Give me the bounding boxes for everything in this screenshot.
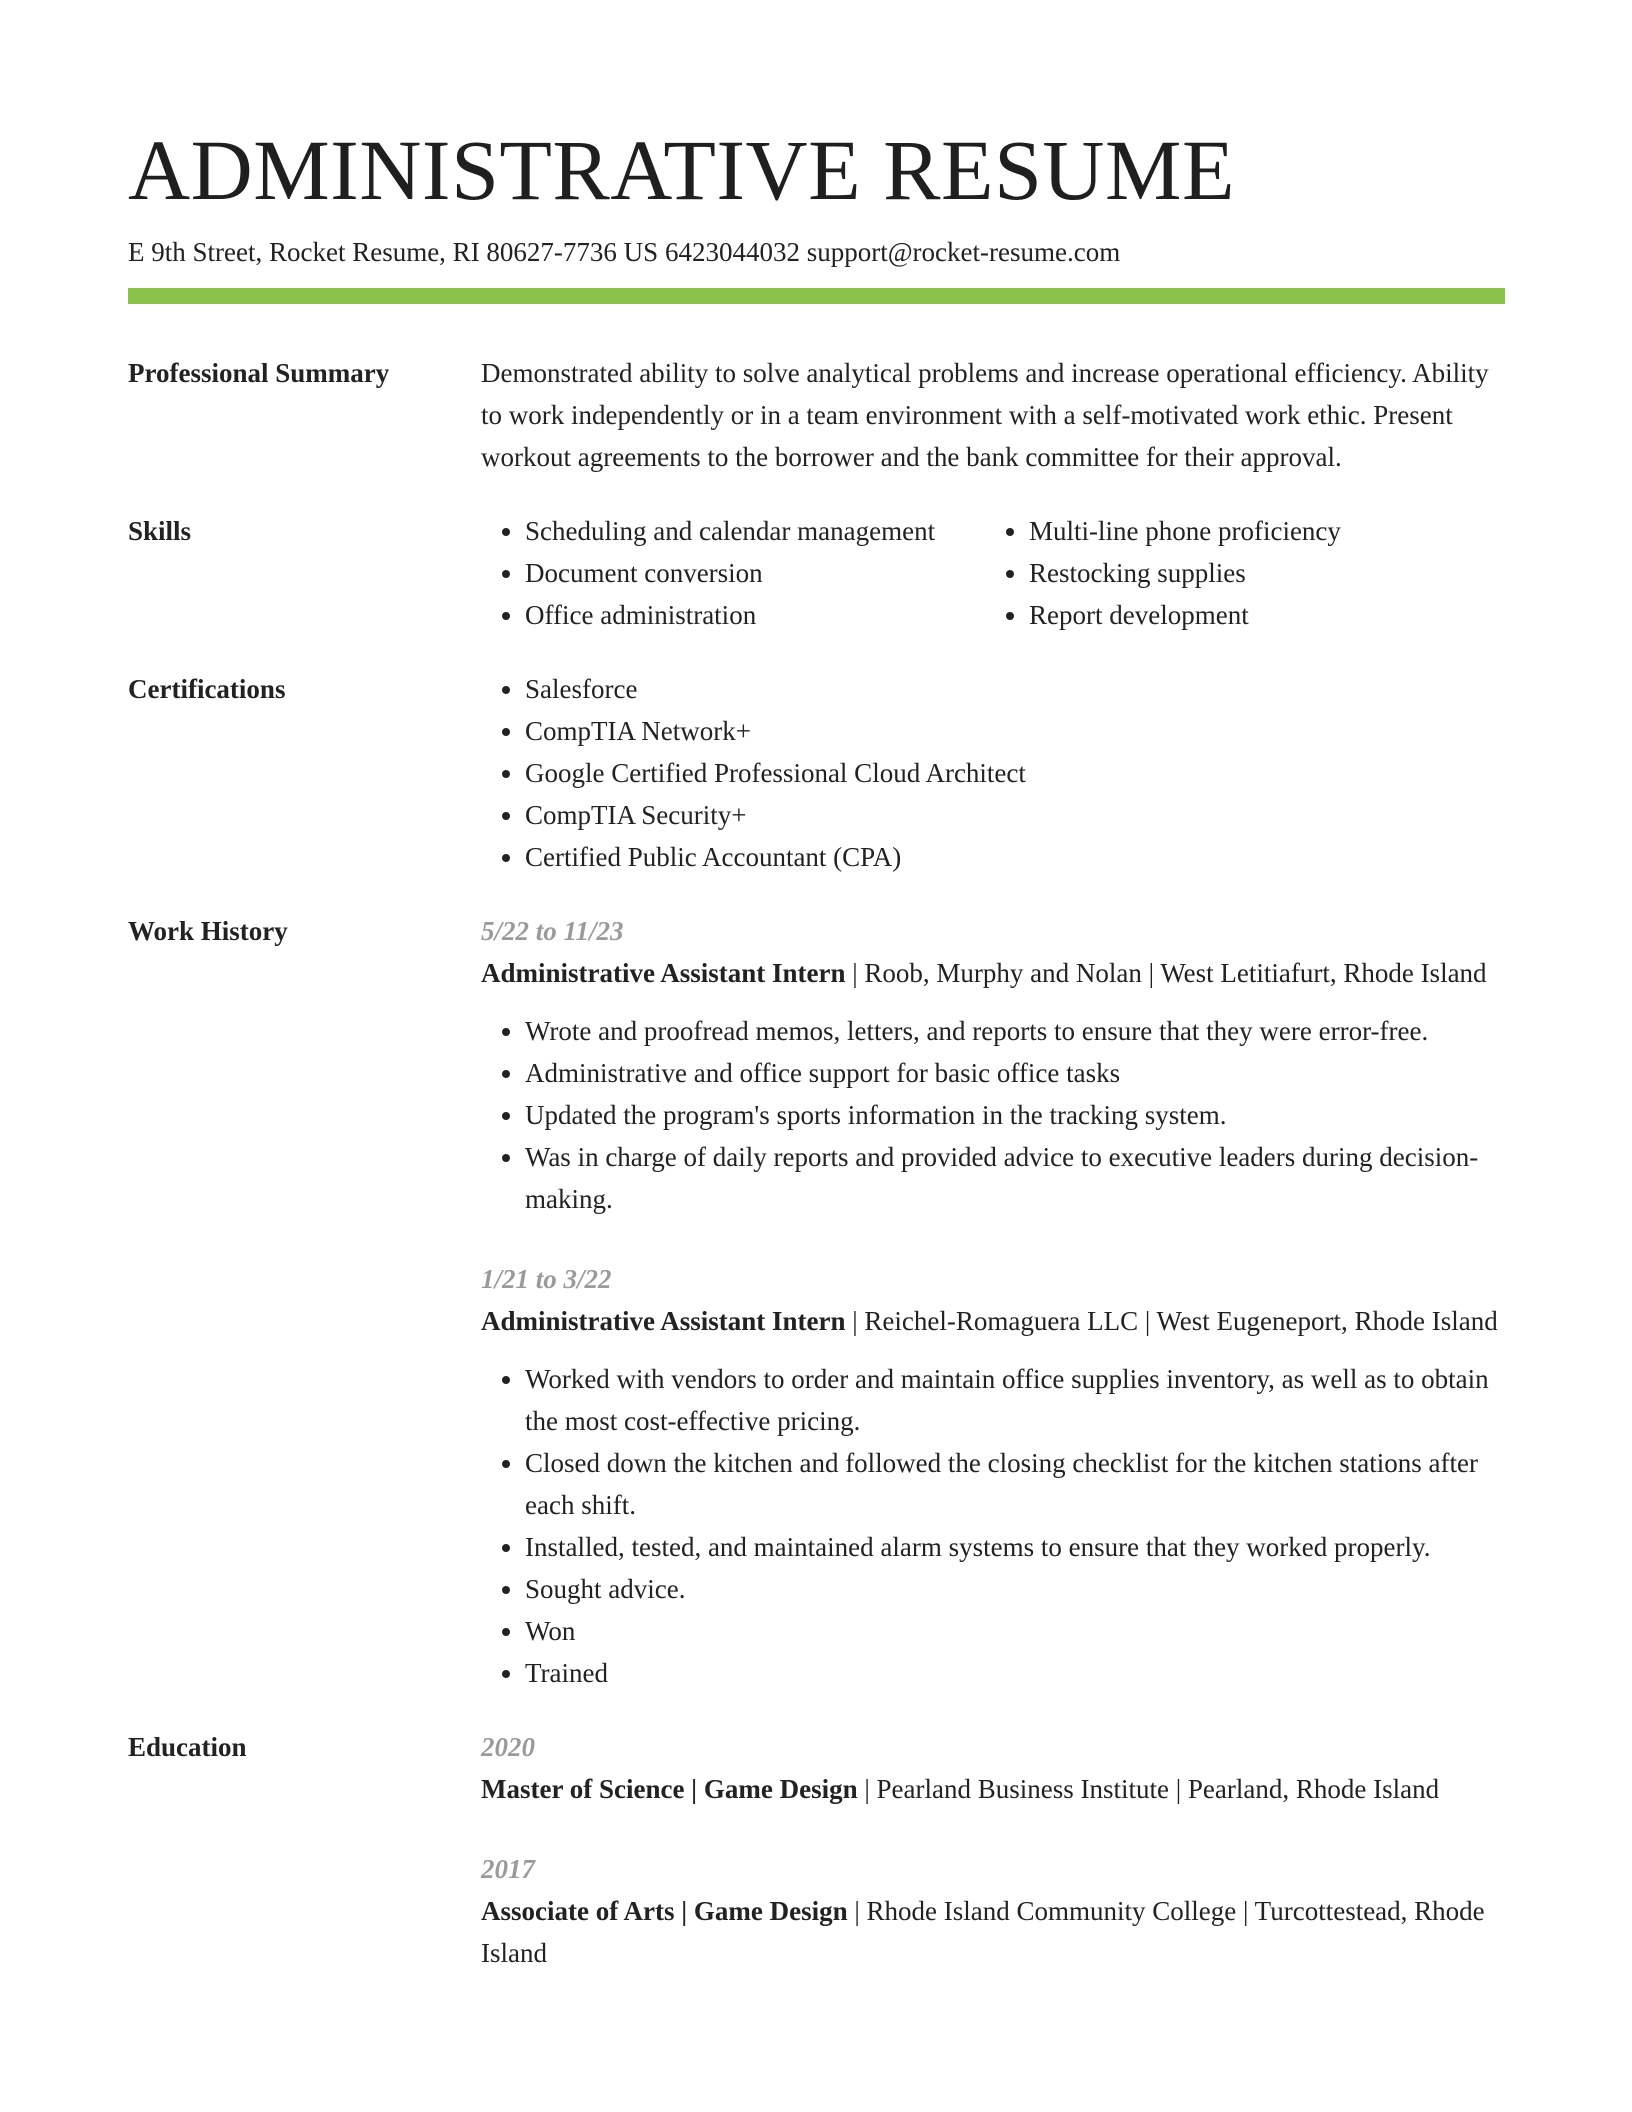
education-entry	[481, 1848, 1505, 1974]
certifications-label: Certifications	[128, 674, 286, 704]
resume-title: ADMINISTRATIVE RESUME	[128, 122, 1235, 218]
accent-divider	[128, 288, 1505, 304]
work-bullets	[481, 1358, 1505, 1694]
skill-item: • Document conversion	[525, 552, 985, 594]
education-date: 2020	[481, 1732, 535, 1762]
job-title: Administrative Assistant Intern	[481, 1306, 846, 1336]
skills-column-2	[985, 510, 1341, 636]
work-bullet: • Worked with vendors to order and maintain office supplies inventory, as well as to obtain the most cost-effective pricing.	[525, 1358, 1505, 1442]
work-bullets	[481, 1010, 1505, 1220]
certification-item: • Google Certified Professional Cloud Architect	[525, 752, 1505, 794]
work-heading	[481, 1300, 1505, 1342]
job-details: | Reichel-Romaguera LLC | West Eugeneport, Rhode Island	[845, 1306, 1498, 1336]
certifications-section	[128, 668, 1505, 878]
skill-item: • Restocking supplies	[1029, 552, 1341, 594]
school-details: | Pearland Business Institute | Pearland, Rhode Island	[857, 1774, 1440, 1804]
education-heading	[481, 1890, 1505, 1974]
education-entry	[481, 1726, 1505, 1810]
work-bullet: • Won	[525, 1610, 1505, 1652]
work-history-label: Work History	[128, 916, 288, 946]
education-date: 2017	[481, 1854, 535, 1884]
work-bullet: • Sought advice.	[525, 1568, 1505, 1610]
skill-item: • Office administration	[525, 594, 985, 636]
school-details: | Rhode Island Community College | Turcottestead, Rhode Island	[481, 1896, 1485, 1968]
education-body	[481, 1726, 1505, 1974]
certifications-list	[481, 668, 1505, 878]
work-bullet: • Administrative and office support for basic office tasks	[525, 1052, 1505, 1094]
job-details: | Roob, Murphy and Nolan | West Letitiafurt, Rhode Island	[845, 958, 1487, 988]
work-bullet: • Closed down the kitchen and followed the closing checklist for the kitchen stations after each shift.	[525, 1442, 1505, 1526]
work-date: 1/21 to 3/22	[481, 1264, 612, 1294]
work-bullet: • Trained	[525, 1652, 1505, 1694]
work-bullet: • Installed, tested, and maintained alarm systems to ensure that they worked properly.	[525, 1526, 1505, 1568]
certifications-body	[481, 668, 1505, 878]
work-history-section	[128, 910, 1505, 1694]
skill-item: • Scheduling and calendar management	[525, 510, 985, 552]
work-date: 5/22 to 11/23	[481, 916, 624, 946]
certification-item: • Certified Public Accountant (CPA)	[525, 836, 1505, 878]
contact-info: E 9th Street, Rocket Resume, RI 80627-7736 US 6423044032 support@rocket-resume.com	[128, 237, 1121, 267]
education-label: Education	[128, 1732, 247, 1762]
skill-item: • Multi-line phone proficiency	[1029, 510, 1341, 552]
work-bullet: • Was in charge of daily reports and provided advice to executive leaders during decision-making.	[525, 1136, 1505, 1220]
education-section	[128, 1726, 1505, 1974]
skills-column-1	[481, 510, 985, 636]
education-heading	[481, 1768, 1505, 1810]
summary-section	[128, 352, 1505, 478]
work-history-body	[481, 910, 1505, 1694]
degree: Master of Science | Game Design	[481, 1774, 858, 1804]
certification-item: • Salesforce	[525, 668, 1505, 710]
certification-item: • CompTIA Security+	[525, 794, 1505, 836]
skills-list	[481, 510, 1505, 636]
resume-page	[128, 118, 1505, 1974]
summary-label: Professional Summary	[128, 358, 390, 388]
work-entry	[481, 1258, 1505, 1694]
work-heading	[481, 952, 1505, 994]
degree: Associate of Arts | Game Design	[481, 1896, 848, 1926]
certification-item: • CompTIA Network+	[525, 710, 1505, 752]
skill-item: • Report development	[1029, 594, 1341, 636]
work-bullet: • Updated the program's sports information in the tracking system.	[525, 1094, 1505, 1136]
summary-text: Demonstrated ability to solve analytical problems and increase operational efficiency. Ability to work independently or in a team environment with a self-motivated work ethic. Present workout agreements to the borrower and the bank committee for their approval.	[481, 358, 1489, 472]
job-title: Administrative Assistant Intern	[481, 958, 846, 988]
work-entry	[481, 910, 1505, 1220]
skills-section	[128, 510, 1505, 636]
work-bullet: • Wrote and proofread memos, letters, and reports to ensure that they were error-free.	[525, 1010, 1505, 1052]
skills-label: Skills	[128, 516, 192, 546]
